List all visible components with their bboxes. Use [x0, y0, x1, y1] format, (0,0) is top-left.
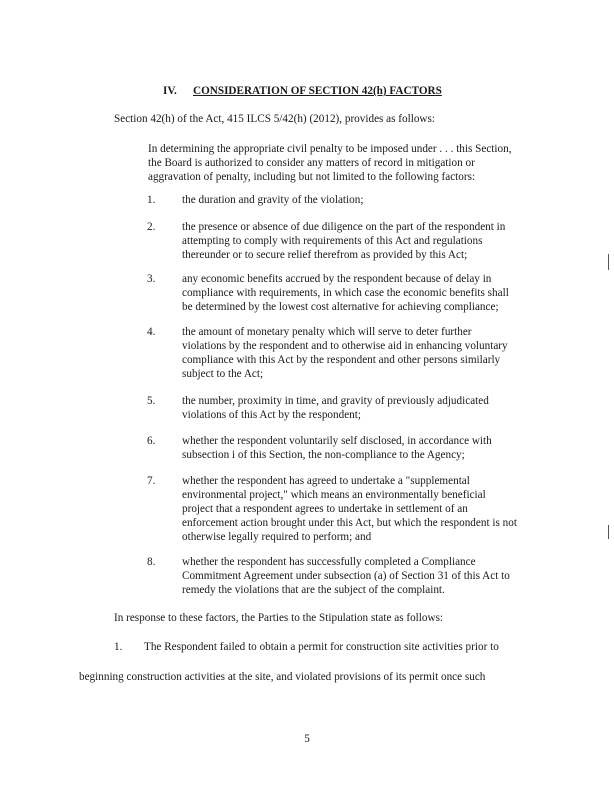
factor-line: be determined by the lowest cost alternative for achieving compliance;	[182, 301, 499, 313]
response-intro: In response to these factors, the Parties to the Stipulation state as follows:	[114, 612, 444, 624]
factor-line: attempting to comply with requirements of this Act and regulations	[182, 235, 483, 247]
factor-line: violations of this Act by the respondent;	[182, 409, 361, 421]
factor-line: the number, proximity in time, and gravity of previously adjudicated	[182, 395, 489, 407]
factor-line: the presence or absence of due diligence on the part of the respondent in	[182, 221, 506, 233]
section-title: CONSIDERATION OF SECTION 42(h) FACTORS	[193, 85, 442, 97]
factor-number: 3.	[147, 273, 156, 285]
factor-line: thereunder or to secure relief therefrom as provided by this Act;	[182, 249, 468, 261]
factor-line: environmental project," which means an environmentally beneficial	[182, 489, 486, 501]
factor-line: compliance with this Act by the respondent and other persons similarly	[182, 354, 501, 366]
factor-line: any economic benefits accrued by the respondent because of delay in	[182, 273, 492, 285]
factor-line: the amount of monetary penalty which will serve to deter further	[182, 326, 472, 338]
factor-number: 5.	[147, 395, 156, 407]
factor-line: the duration and gravity of the violation;	[182, 194, 364, 206]
statute-quote	[148, 142, 528, 184]
factor-line: enforcement action brought under this Act, but which the respondent is not	[182, 517, 517, 529]
factor-line: whether the respondent has successfully completed a Compliance	[182, 556, 476, 568]
factor-line: Commitment Agreement under subsection (a) of Section 31 of this Act to	[182, 570, 510, 582]
factor-number: 6.	[147, 435, 156, 447]
factor-line: remedy the violations that are the subject of the complaint.	[182, 584, 445, 596]
page-number: 5	[304, 733, 310, 745]
paragraph-1-first-line	[114, 640, 499, 654]
paragraph-number: 1.	[114, 641, 123, 653]
factor-line: otherwise legally required to perform; and	[182, 531, 372, 543]
factor-number: 4.	[147, 326, 156, 338]
quote-line: the Board is authorized to consider any matters of record in mitigation or	[148, 157, 475, 169]
paragraph-text: The Respondent failed to obtain a permit for construction site activities prior to	[144, 641, 499, 653]
factor-number: 1.	[147, 194, 156, 206]
factor-number: 7.	[147, 475, 156, 487]
factor-line: subject to the Act;	[182, 368, 264, 380]
section-number: IV.	[163, 85, 177, 97]
factor-line: whether the respondent has agreed to undertake a "supplemental	[182, 475, 470, 487]
scan-margin-mark	[608, 254, 609, 270]
factor-line: subsection i of this Section, the non-compliance to the Agency;	[182, 449, 465, 461]
factor-line: compliance with requirements, in which case the economic benefits shall	[182, 287, 509, 299]
factor-number: 2.	[147, 221, 156, 233]
factor-number: 8.	[147, 556, 156, 568]
lead-paragraph: Section 42(h) of the Act, 415 ILCS 5/42(h) (2012), provides as follows:	[114, 113, 435, 125]
quote-line: aggravation of penalty, including but not limited to the following factors:	[148, 171, 476, 183]
factor-line: violations by the respondent and to otherwise aid in enhancing voluntary	[182, 340, 508, 352]
quote-line: In determining the appropriate civil penalty to be imposed under . . . this Section,	[148, 143, 512, 155]
factor-line: whether the respondent voluntarily self disclosed, in accordance with	[182, 435, 492, 447]
scan-margin-mark	[608, 525, 609, 539]
paragraph-1-second-line: beginning construction activities at the site, and violated provisions of its permit once such	[79, 671, 486, 683]
factor-line: project that a respondent agrees to undertake in settlement of an	[182, 503, 468, 515]
